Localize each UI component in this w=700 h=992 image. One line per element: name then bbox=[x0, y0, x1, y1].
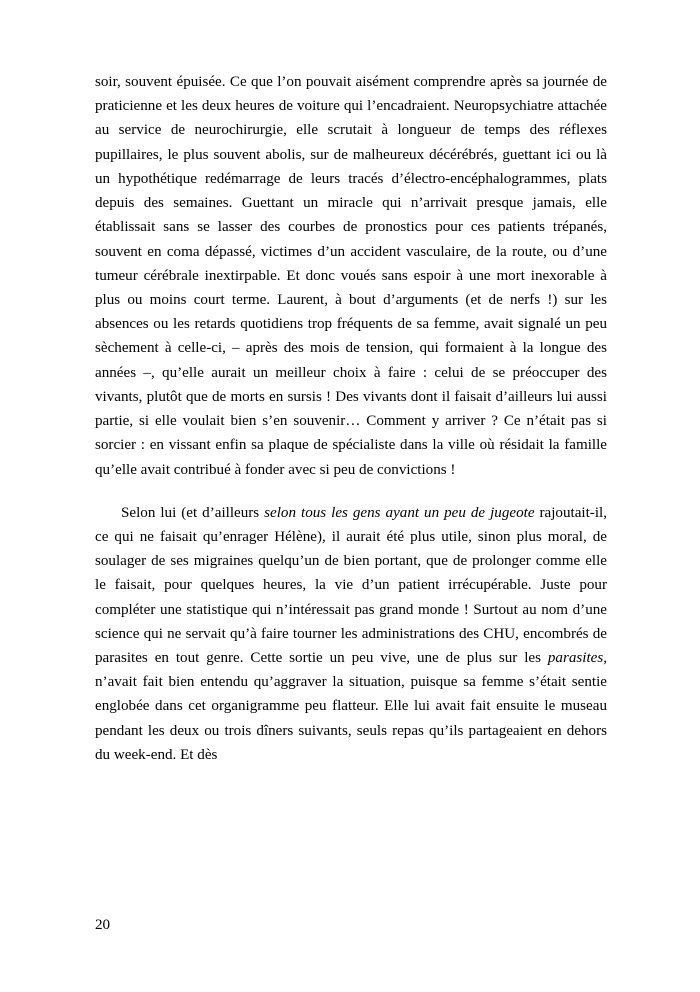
paragraph-2-run-3: rajoutait-il, ce qui ne faisait qu’enrager Hélène), il aurait été plus utile, sinon plus moral, de soulager de ses migraines quelqu’un de bien portant, que de prolonger comme elle le faisait, pour quelques heures, la vie d’un patient irrécupérable. Juste pour compléter une statistique qui n’intéressait pas grand monde ! Surtout au nom d’une science qui ne servait qu’à faire tourner les administrations des CHU, encombrés de parasites en tout genre. Cette sortie un peu vive, une de plus sur les bbox=[95, 504, 607, 667]
body-text-column bbox=[95, 70, 607, 767]
paragraph-2-run-4-italic: parasites, bbox=[547, 650, 607, 667]
page-number: 20 bbox=[95, 917, 111, 933]
paragraph-2-run-2-italic: selon tous les gens ayant un peu de jugeote bbox=[264, 504, 535, 521]
paragraph-2-run-1: Selon lui (et d’ailleurs bbox=[121, 504, 265, 521]
paragraph-2-run-5: n’avait fait bien entendu qu’aggraver la situation, puisque sa femme s’était sentie englobée dans cet organigramme peu flatteur. Elle lui avait fait ensuite le museau pendant les deux ou trois dîners suivants, seuls repas qu’ils partageaient en dehors du week-end. Et dès bbox=[95, 674, 607, 763]
paragraph-1 bbox=[95, 70, 607, 482]
paragraph-2 bbox=[95, 501, 607, 767]
paragraph-1-run-1: soir, souvent épuisée. Ce que l’on pouvait aisément comprendre après sa journée de praticienne et les deux heures de voiture qui l’encadraient. Neuropsychiatre attachée au service de neurochirurgie, elle scrutait à longueur de temps des réflexes pupillaires, le plus souvent abolis, sur de malheureux décérébrés, guettant ici ou là un hypothétique redémarrage de leurs tracés d’électro-encéphalogrammes, plats depuis des semaines. Guettant un miracle qui n’arrivait presque jamais, elle établissait sans se lasser des courbes de pronostics pour ces patients trépanés, souvent en coma dépassé, victimes d’un accident vasculaire, de la route, ou d’une tumeur cérébrale inextirpable. Et donc voués sans espoir à une mort inexorable à plus ou moins court terme. Laurent, à bout d’arguments (et de nerfs !) sur les absences ou les retards quotidiens trop fréquents de sa femme, avait signalé un peu sèchement à celle-ci, – après des mois de tension, qui formaient à la longue des années –, qu’elle aurait un meilleur choix à faire : celui de se préoccuper des vivants, plutôt que de morts en sursis ! Des vivants dont il faisait d’ailleurs lui aussi partie, si elle voulait bien s’en souvenir… Comment y arriver ? Ce n’était pas si sorcier : en vissant enfin sa plaque de spécialiste dans la ville où résidait la famille qu’elle avait contribué à fonder avec si peu de convictions ! bbox=[95, 74, 607, 478]
